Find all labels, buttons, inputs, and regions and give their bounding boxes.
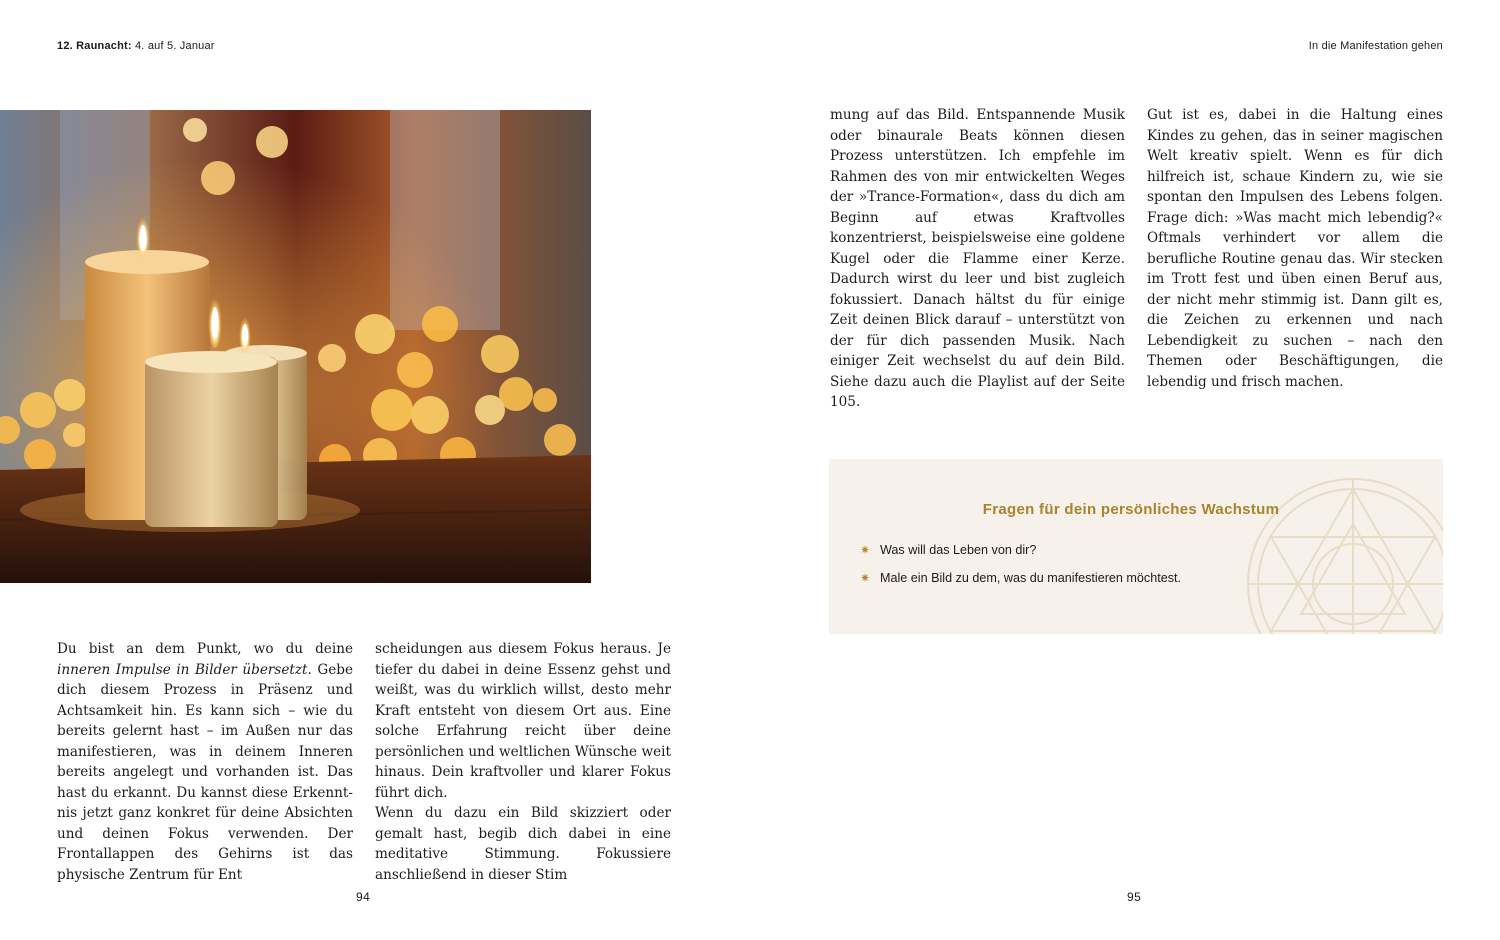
question-text: Was will das Leben von dir? [880,543,1037,557]
list-item [860,571,1181,599]
chapter-date: 4. auf 5. Januar [131,40,215,52]
body-column-3 [830,105,1125,413]
candle-photo [0,110,591,583]
paragraph: mung auf das Bild. Entspannende Musik oder binaurale Beats können diesen Prozess unterstützen. Ich empfehle im Rahmen des von mir entwickelten Weges der »Trance-Formation«, dass du dich am Beginn auf etwas Kraftvolles konzentrierst, beispielsweise eine goldene Kugel oder die Flamme einer Kerze. Dadurch wirst du leer und bist zugleich fokussiert. Danach hältst du für einige Zeit deinen Blick darauf – unterstützt von der für dich passenden Musik. Nach einiger Zeit wechselst du auf dein Bild. Siehe dazu auch die Playlist auf der Seite 105. [830,107,1125,410]
paragraph [57,639,353,885]
paragraph: Gut ist es, dabei in die Haltung eines Kindes zu gehen, das in seiner magischen Welt kreativ spielt. Wenn es für dich hilfreich ist, schaue Kindern zu, wie sie spontan den Impulsen des Lebens folgen. Frage dich: »Was macht mich lebendig?« Oftmals verhindert vor allem die berufliche Routine genau das. Wir stecken im Trott fest und üben einen Beruf aus, der nicht mehr stimmig ist. Dann gilt es, die Zeichen zu erkennen und nach Lebendigkeit zu suchen – nach den Themen oder Beschäftigungen, die lebendig und frisch machen. [1147,107,1443,390]
growth-questions-box [829,459,1443,634]
body-column-1 [57,639,353,885]
chapter-label: 12. Raunacht: [57,40,132,52]
page-number-right: 95 [1127,890,1142,904]
paragraph: Wenn du dazu ein Bild skizziert oder gemalt hast, begib dich dabei in eine meditative Stimmung. Fokussiere anschließend in dieser Stim [375,805,671,883]
paragraph: scheidungen aus diesem Fokus heraus. Je tiefer du dabei in deine Essenz gehst und weißt, was du wirklich willst, desto mehr Kraft entsteht von diesem Ort aus. Eine solche Erfahrung reicht über deine persönlichen und weltlichen Wünsche weit hinaus. Dein kraftvoller und klarer Fokus führt dich. [375,641,671,801]
running-header-left [57,40,215,52]
page-number-left: 94 [356,890,371,904]
list-item [860,543,1181,571]
question-text: Male ein Bild zu dem, was du manifestieren möchtest. [880,571,1181,585]
text-run: Du bist an dem Punkt, wo du deine [57,641,353,657]
question-list [860,543,1181,599]
body-column-4 [1147,105,1443,392]
running-header-right: In die Manifestation gehen [1308,40,1443,52]
star-bullet-icon: ✷ [860,571,871,585]
sacred-geometry-icon [1238,469,1443,634]
box-title: Fragen für dein persönliches Wachstum [982,501,1280,518]
text-run: . Gebe dich diesem Prozess in Präsenz und Achtsamkeit hin. Es kann sich – wie du bereits gelernt hast – im Außen nur das manifestieren, was in deinem Inneren bereits angelegt und vorhanden ist. Das hast du erkannt. Du kannst diese Erkenntnis jetzt ganz konkret für deine Absichten und deinen Fokus verwenden. Der Frontallappen des Gehirns ist das physische Zentrum für Ent [57,661,353,883]
star-bullet-icon: ✷ [860,543,871,557]
emphasis-text: inneren Impulse in Bilder übersetzt [57,661,308,678]
candle-photo-illustration [0,110,591,583]
body-column-2 [375,639,671,885]
